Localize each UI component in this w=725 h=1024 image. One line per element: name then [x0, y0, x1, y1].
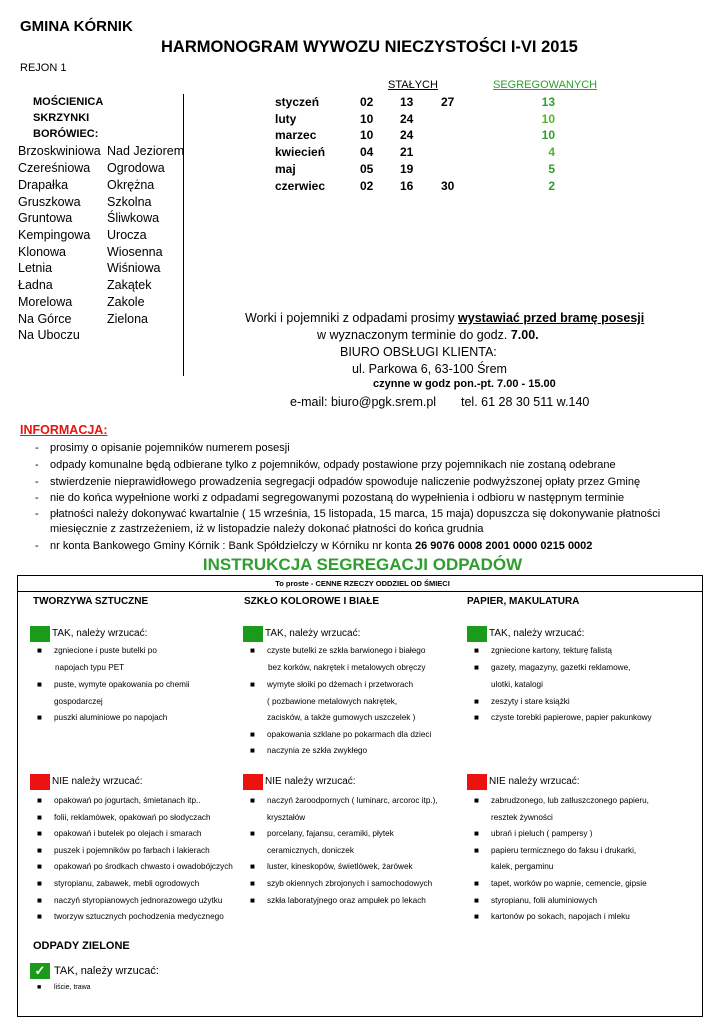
schedule-day: 27	[441, 95, 455, 109]
green-square-icon	[243, 626, 263, 642]
street-name: Morelowa	[18, 295, 73, 309]
nie-label: NIE należy wrzucać:	[52, 776, 143, 787]
column-head-glass: SZKŁO KOLOROWE I BIAŁE	[244, 596, 379, 607]
locality-name: MOŚCIENICA	[33, 96, 104, 108]
municipality-name: GMINA KÓRNIK	[20, 18, 133, 35]
street-name: Szkolna	[107, 195, 152, 209]
region-label: REJON 1	[20, 62, 67, 74]
street-name: Kempingowa	[18, 228, 91, 242]
list-item-continued: napojach typu PET	[55, 663, 125, 672]
schedule-day: 02	[360, 179, 374, 193]
schedule-seg-day: 2	[548, 179, 555, 193]
instruction-title: INSTRUKCJA SEGREGACJI ODPADÓW	[202, 555, 523, 574]
schedule-seg-day: 5	[548, 162, 555, 176]
schedule-month: marzec	[275, 128, 317, 142]
street-name: Drapałka	[18, 178, 69, 192]
notice-time: 7.00.	[510, 328, 539, 342]
schedule-day: 10	[360, 112, 374, 126]
list-item-continued: ( pozbawione metalowych nakrętek,	[267, 697, 398, 706]
street-name: Ogrodowa	[107, 161, 165, 175]
office-email[interactable]: e-mail: biuro@pgk.srem.pl	[290, 395, 437, 409]
green-square-icon	[30, 626, 50, 642]
nie-label: NIE należy wrzucać:	[265, 776, 356, 787]
office-hours: czynne w godz pon.-pt. 7.00 - 15.00	[373, 378, 556, 390]
column-header-stalych: STAŁYCH	[388, 79, 438, 91]
notice-line-1	[245, 311, 644, 325]
schedule-day: 04	[360, 145, 374, 159]
green-square-icon	[467, 626, 487, 642]
notice-text: Worki i pojemniki z odpadami prosimy	[245, 311, 459, 325]
street-name: Nad Jeziorem	[107, 144, 185, 158]
schedule-day: 10	[360, 128, 374, 142]
schedule-seg-day: 13	[541, 95, 555, 109]
tak-label: TAK, należy wrzucać:	[265, 628, 361, 639]
locality-name: SKRZYNKI	[33, 112, 90, 124]
office-phone: tel. 61 28 30 511 w.140	[461, 395, 590, 409]
divider	[17, 591, 702, 592]
schedule-month: maj	[275, 162, 296, 176]
schedule-seg-day: 4	[548, 145, 555, 159]
schedule-month: luty	[275, 112, 297, 126]
street-name: Gruntowa	[18, 211, 73, 225]
street-name: Letnia	[18, 261, 53, 275]
list-item-continued: gospodarczej	[54, 697, 103, 706]
schedule-day: 24	[400, 128, 414, 142]
schedule-seg-day: 10	[541, 128, 555, 142]
street-name: Na Górce	[18, 312, 72, 326]
street-name: Brzoskwiniowa	[18, 144, 101, 158]
list-item-continued: ceramicznych, doniczek	[267, 846, 354, 855]
schedule-day: 21	[400, 145, 414, 159]
tak-label: TAK, należy wrzucać:	[52, 628, 148, 639]
column-head-plastics: TWORZYWA SZTUCZNE	[33, 596, 149, 607]
office-address: ul. Parkowa 6, 63-100 Śrem	[352, 362, 507, 376]
street-name: Urocza	[107, 228, 147, 242]
schedule-day: 16	[400, 179, 414, 193]
list-item-continued: kalek, pergaminu	[491, 862, 554, 871]
street-name: Ładna	[18, 278, 53, 292]
list-item-continued: ulotki, katalogi	[491, 680, 543, 689]
schedule-day: 02	[360, 95, 374, 109]
schedule-month: czerwiec	[275, 179, 326, 193]
red-square-icon	[30, 774, 50, 790]
red-square-icon	[467, 774, 487, 790]
street-name: Wiosenna	[107, 245, 163, 259]
street-name: Okrężna	[107, 178, 155, 192]
page-title: HARMONOGRAM WYWOZU NIECZYSTOŚCI I-VI 2015	[161, 38, 578, 56]
street-name: Klonowa	[18, 245, 66, 259]
instruction-subtitle: To proste - CENNE RZECZY ODDZIEL OD ŚMIECI	[275, 579, 450, 588]
street-name: Zakole	[107, 295, 145, 309]
tak-label: TAK, należy wrzucać:	[54, 965, 159, 977]
schedule-day: 30	[441, 179, 455, 193]
locality-name: BORÓWIEC:	[33, 128, 99, 140]
notice-emphasis: wystawiać przed bramę posesji	[458, 311, 645, 325]
divider	[183, 94, 184, 376]
column-head-paper: PAPIER, MAKULATURA	[467, 596, 580, 607]
list-item-continued: kryształów	[267, 813, 306, 822]
schedule-day: 13	[400, 95, 414, 109]
info-heading: INFORMACJA:	[20, 423, 108, 437]
green-waste-heading: ODPADY ZIELONE	[33, 940, 130, 952]
street-name: Zakątek	[107, 278, 152, 292]
column-header-segregowanych: SEGREGOWANYCH	[493, 79, 598, 91]
list-item-continued: bez korków, nakrętek i metalowych obręczy	[268, 663, 426, 672]
list-item-continued: zacisków, a także gumowych uszczelek )	[267, 713, 416, 722]
office-heading: BIURO OBSŁUGI KLIENTA:	[340, 345, 497, 359]
checkmark-icon: ✓	[30, 963, 50, 979]
schedule-day: 19	[400, 162, 414, 176]
schedule-month: kwiecień	[275, 145, 326, 159]
street-name: Śliwkowa	[107, 211, 160, 225]
notice-line-2	[317, 328, 539, 342]
nie-label: NIE należy wrzucać:	[489, 776, 580, 787]
schedule-seg-day: 10	[541, 112, 555, 126]
street-name: Wiśniowa	[107, 261, 161, 275]
tak-label: TAK, należy wrzucać:	[489, 628, 585, 639]
street-name: Na Uboczu	[18, 328, 80, 342]
notice-text: w wyznaczonym terminie do godz.	[317, 328, 511, 342]
schedule-month: styczeń	[275, 95, 320, 109]
schedule-day: 24	[400, 112, 414, 126]
list-item-continued: resztek żywności	[491, 813, 553, 822]
street-name: Czereśniowa	[18, 161, 91, 175]
street-name: Gruszkowa	[18, 195, 81, 209]
street-name: Zielona	[107, 312, 148, 326]
schedule-day: 05	[360, 162, 374, 176]
red-square-icon	[243, 774, 263, 790]
